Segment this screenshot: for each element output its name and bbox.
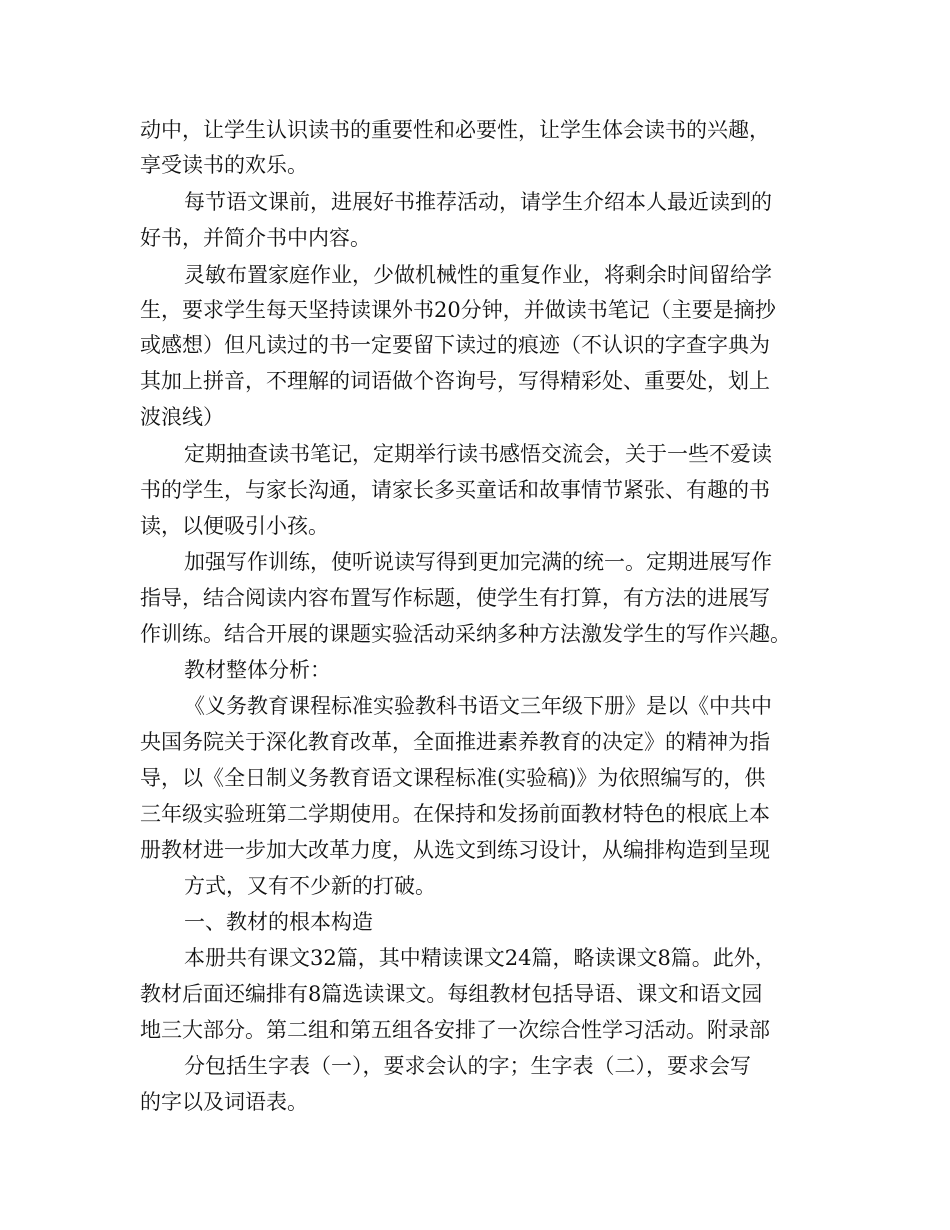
- text-line: 导，以《全日制义务教育语文课程标准(实验稿)》为依照编写的，供: [140, 766, 766, 790]
- text-line: 波浪线）: [140, 405, 224, 429]
- text-line: 其加上拼音，不理解的词语做个咨询号，写得精彩处、重要处，划上: [140, 369, 770, 393]
- text-line: 作训练。结合开展的课题实验活动采纳多种方法激发学生的写作兴趣。: [140, 622, 791, 646]
- text-line: 定期抽查读书笔记，定期举行读书感悟交流会，关于一些不爱读: [184, 442, 772, 466]
- text-line: 册教材进一步加大改革力度，从选文到练习设计，从编排构造到呈现: [140, 838, 770, 862]
- text-line: 读，以便吸引小孩。: [140, 514, 329, 538]
- text-line: 分包括生字表（一），要求会认的字；生字表（二），要求会写: [184, 1054, 751, 1078]
- text-line: 方式，又有不少新的打破。: [184, 874, 436, 898]
- text-line: 或感想）但凡读过的书一定要留下读过的痕迹（不认识的字查字典为: [140, 333, 770, 357]
- text-line: 指导，结合阅读内容布置写作标题，使学生有打算，有方法的进展写: [140, 586, 770, 610]
- text-line: 本册共有课文32篇，其中精读课文24篇，略读课文8篇。此外，: [184, 946, 776, 970]
- text-line: 加强写作训练，使听说读写得到更加完满的统一。定期进展写作: [184, 550, 772, 574]
- text-line: 的字以及词语表。: [140, 1090, 308, 1114]
- text-line: 好书，并简介书中内容。: [140, 226, 371, 250]
- text-line: 动中，让学生认识读书的重要性和必要性，让学生体会读书的兴趣，: [140, 118, 770, 142]
- text-line: 《义务教育课程标准实验教科书语文三年级下册》是以《中共中: [184, 694, 772, 718]
- text-line: 教材后面还编排有8篇选读课文。每组教材包括导语、课文和语文园: [140, 982, 763, 1006]
- text-line: 央国务院关于深化教育改革，全面推进素养教育的决定》的精神为指: [140, 730, 770, 754]
- section-heading: 一、教材的根本构造: [184, 910, 373, 934]
- text-line: 灵敏布置家庭作业，少做机械性的重复作业，将剩余时间留给学: [184, 263, 772, 287]
- text-line: 享受读书的欢乐。: [140, 153, 308, 177]
- text-line: 书的学生，与家长沟通，请家长多买童话和故事情节紧张、有趣的书: [140, 478, 770, 502]
- text-line: 每节语文课前，进展好书推荐活动，请学生介绍本人最近读到的: [184, 190, 772, 214]
- text-line: 三年级实验班第二学期使用。在保持和发扬前面教材特色的根底上本: [140, 802, 770, 826]
- text-line: 生，要求学生每天坚持读课外书20分钟，并做读书笔记（主要是摘抄: [140, 298, 776, 322]
- text-line: 地三大部分。第二组和第五组各安排了一次综合性学习活动。附录部: [140, 1018, 770, 1042]
- text-line: 教材整体分析：: [184, 658, 331, 682]
